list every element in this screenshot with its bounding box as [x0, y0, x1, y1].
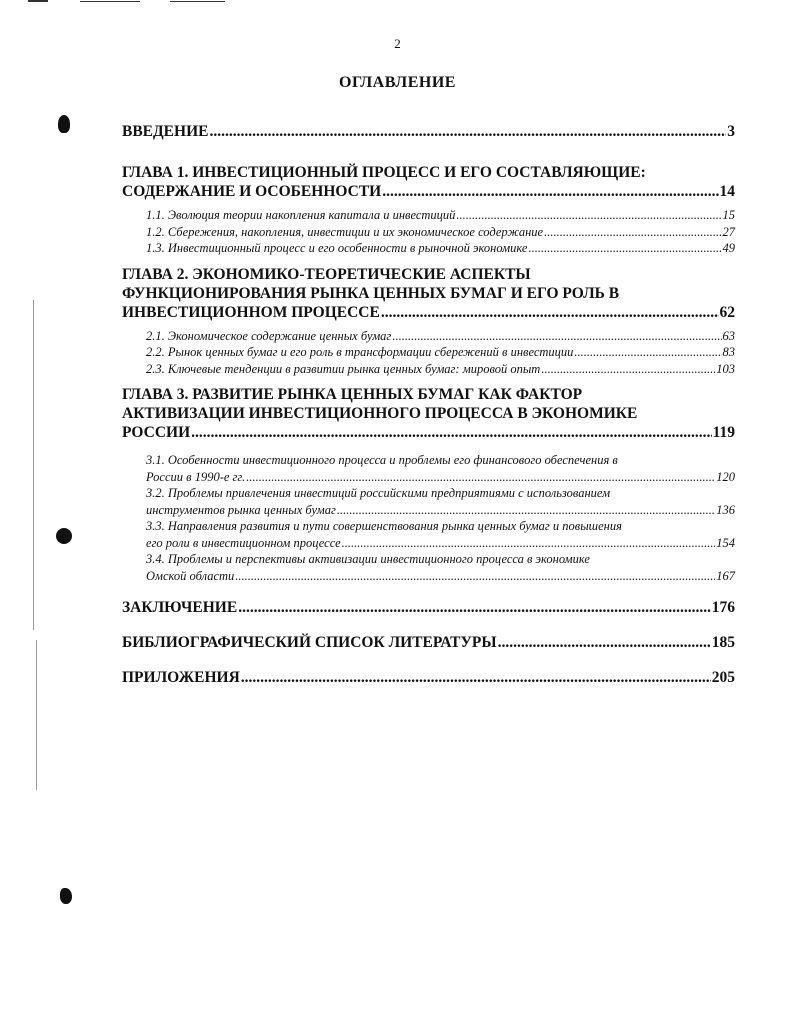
- toc-entry-title: ЗАКЛЮЧЕНИЕ: [122, 599, 238, 616]
- toc-entry-conclusion[interactable]: [122, 598, 735, 617]
- punch-hole-mark: [60, 888, 72, 904]
- leader-dots: [342, 535, 716, 552]
- toc-entry-title: 1.3. Инвестиционный процесс и его особенности в рыночной экономике: [146, 241, 528, 255]
- table-of-contents: [122, 112, 735, 687]
- toc-entry-title: 2.2. Рынок ценных бумаг и его роль в трансформации сбережений в инвестиции: [146, 345, 574, 359]
- toc-entry-title: СОДЕРЖАНИЕ И ОСОБЕННОСТИ: [122, 183, 382, 200]
- toc-page-number: 167: [716, 568, 735, 583]
- leader-dots: [241, 668, 711, 687]
- toc-entry-title: 2.1. Экономическое содержание ценных бумаг: [146, 328, 392, 343]
- toc-page-number: 176: [711, 599, 735, 616]
- scan-artifact: [28, 0, 48, 2]
- toc-entry-intro[interactable]: [122, 122, 735, 141]
- toc-entry-line: 3.2. Проблемы привлечения инвестиций российскими предприятиями с использованием: [146, 486, 611, 500]
- punch-hole-mark: [56, 528, 72, 544]
- scan-artifact: [80, 1, 140, 2]
- toc-page-number: 3: [727, 123, 735, 140]
- toc-entry-section-2-2[interactable]: [122, 344, 735, 361]
- leader-dots: [528, 240, 721, 257]
- toc-entry-line: 3.4. Проблемы и перспективы активизации инвестиционного процесса в экономике: [146, 552, 590, 566]
- leader-dots: [238, 598, 711, 617]
- toc-entry-section-3-1[interactable]: [122, 452, 735, 485]
- toc-entry-title: России в 1990-е гг.: [146, 469, 246, 484]
- toc-entry-line: ГЛАВА 3. РАЗВИТИЕ РЫНКА ЦЕННЫХ БУМАГ КАК ФАКТОР: [122, 386, 583, 403]
- leader-dots: [498, 633, 711, 652]
- toc-page-number: 14: [719, 183, 735, 200]
- toc-page-number: 49: [722, 241, 735, 255]
- toc-entry-line: 3.3. Направления развития и пути совершенствования рынка ценных бумаг и повышения: [146, 519, 622, 533]
- leader-dots: [381, 303, 719, 322]
- leader-dots: [235, 568, 715, 585]
- punch-hole-mark: [58, 115, 70, 133]
- toc-entry-title: Омской области: [146, 568, 235, 583]
- page-title: ОГЛАВЛЕНИЕ: [339, 74, 456, 91]
- toc-entry-title: 2.3. Ключевые тенденции в развитии рынка ценных бумаг: мировой опыт: [146, 361, 541, 376]
- toc-page-number: 185: [711, 634, 735, 651]
- toc-page-number: 62: [719, 303, 735, 321]
- leader-dots: [574, 344, 721, 361]
- toc-entry-section-3-2[interactable]: [122, 485, 735, 518]
- scan-artifact: [170, 1, 225, 2]
- toc-entry-line: АКТИВИЗАЦИИ ИНВЕСТИЦИОННОГО ПРОЦЕССА В ЭКОНОМИКЕ: [122, 405, 638, 422]
- scan-edge-line: [33, 300, 34, 630]
- toc-entry-title: инструментов рынка ценных бумаг: [146, 502, 336, 517]
- toc-page-number: 119: [712, 424, 735, 441]
- toc-page-number: 120: [716, 469, 735, 484]
- toc-entry-bibliography[interactable]: [122, 633, 735, 652]
- toc-entry-chapter-1[interactable]: [122, 163, 735, 201]
- toc-entry-title: 1.2. Сбережения, накопления, инвестиции и их экономическое содержание: [146, 224, 544, 239]
- toc-entry-section-2-3[interactable]: [122, 361, 735, 378]
- leader-dots: [544, 224, 721, 241]
- leader-dots: [209, 122, 726, 141]
- leader-dots: [382, 182, 718, 201]
- toc-entry-title: РОССИИ: [122, 424, 191, 441]
- toc-page-number: 136: [716, 502, 735, 517]
- leader-dots: [456, 207, 721, 224]
- toc-entry-title: БИБЛИОГРАФИЧЕСКИЙ СПИСОК ЛИТЕРАТУРЫ: [122, 634, 497, 651]
- toc-entry-section-2-1[interactable]: [122, 328, 735, 345]
- toc-entry-line: ГЛАВА 1. ИНВЕСТИЦИОННЫЙ ПРОЦЕСС И ЕГО СОСТАВЛЯЮЩИЕ:: [122, 164, 646, 181]
- toc-page-number: 83: [722, 345, 735, 359]
- toc-entry-title: 1.1. Эволюция теории накопления капитала и инвестиций: [146, 208, 456, 222]
- toc-entry-line: 3.1. Особенности инвестиционного процесса и проблемы его финансового обеспечения в: [146, 453, 618, 467]
- toc-entry-title: его роли в инвестиционном процессе: [146, 535, 341, 550]
- toc-entry-line: ФУНКЦИОНИРОВАНИЯ РЫНКА ЦЕННЫХ БУМАГ И ЕГО РОЛЬ В: [122, 284, 620, 302]
- scan-edge-line: [36, 640, 37, 790]
- toc-page-number: 103: [716, 361, 735, 376]
- toc-page-number: 15: [722, 208, 735, 222]
- leader-dots: [246, 469, 715, 486]
- toc-entry-title: ПРИЛОЖЕНИЯ: [122, 669, 240, 686]
- leader-dots: [191, 423, 711, 442]
- toc-page-number: 154: [716, 535, 735, 550]
- toc-page-number: 205: [711, 669, 735, 686]
- toc-entry-section-3-3[interactable]: [122, 518, 735, 551]
- leader-dots: [337, 502, 715, 519]
- toc-entry-title: ВВЕДЕНИЕ: [122, 123, 209, 140]
- toc-entry-section-3-4[interactable]: [122, 551, 735, 584]
- toc-page-number: 27: [722, 224, 735, 239]
- toc-page-number: 63: [722, 328, 735, 343]
- toc-entry-chapter-2[interactable]: [122, 265, 735, 322]
- toc-entry-section-1-1[interactable]: [122, 207, 735, 224]
- leader-dots: [541, 361, 715, 378]
- toc-entry-section-1-2[interactable]: [122, 224, 735, 241]
- toc-entry-section-1-3[interactable]: [122, 240, 735, 257]
- toc-entry-chapter-3[interactable]: [122, 385, 735, 442]
- leader-dots: [392, 328, 721, 345]
- toc-entry-line: ГЛАВА 2. ЭКОНОМИКО-ТЕОРЕТИЧЕСКИЕ АСПЕКТЫ: [122, 265, 531, 283]
- page-number: 2: [394, 36, 401, 51]
- toc-entry-appendices[interactable]: [122, 668, 735, 687]
- toc-entry-title: ИНВЕСТИЦИОННОМ ПРОЦЕССЕ: [122, 303, 380, 321]
